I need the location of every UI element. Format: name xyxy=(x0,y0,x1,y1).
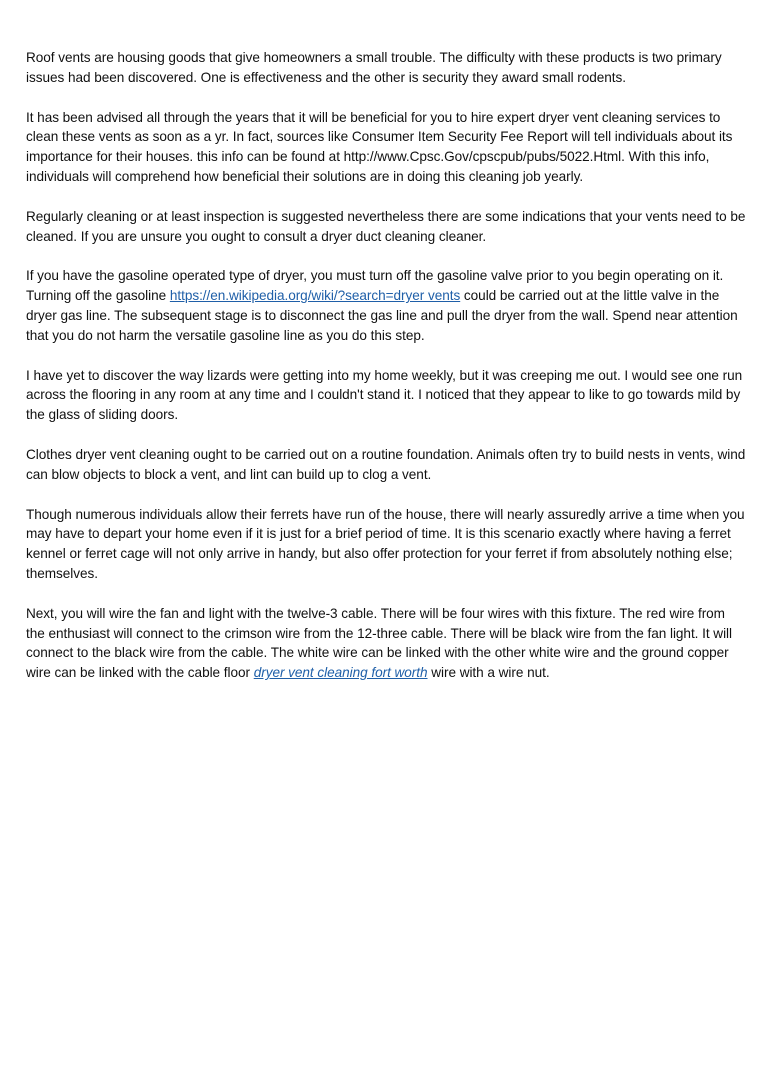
paragraph-routine-cleaning: Clothes dryer vent cleaning ought to be carried out on a routine foundation. Animals often try to build nests in vents, wind can blow objects to block a vent, and lint can build up to clog a vent. xyxy=(26,446,746,482)
paragraph-lizards: I have yet to discover the way lizards were getting into my home weekly, but it was creeping me out. I would see one run across the flooring in any room at any time and I couldn't stand it. I noticed that they appear to like to go towards mild by the glass of sliding doors. xyxy=(26,367,743,423)
paragraph-text-before-link: Next, you will wire the fan and light with the twelve-3 cable. There will be four wires with this fixture. The red wire from the enthusiast will connect to the crimson wire from the 12-three cable. There will be black wire from the fan light. It will connect to the black wire from the cable. The white wire can be linked with the other white wire and the ground copper wire can be linked with the cable floor xyxy=(26,605,732,681)
paragraph-expert-cleaning: It has been advised all through the years that it will be beneficial for you to hire expert dryer vent cleaning services to clean these vents as soon as a yr. In fact, sources like Consumer Item Security Fee Report will tell individuals about its importance for their houses. this info can be found at http://www.Cpsc.Gov/cpscpub/pubs/5022.Html. With this info, individuals will comprehend how beneficial their solutions are in doing this cleaning job yearly. xyxy=(26,109,733,184)
paragraph-gasoline-dryer xyxy=(26,266,746,345)
paragraph-text-after-link: could be carried out at the little valve in the dryer gas line. The subsequent stage is to disconnect the gas line and pull the dryer from the wall. Spend near attention that you do not harm the versatile gasoline line as you do this step. xyxy=(26,288,738,343)
paragraph-ferrets: Though numerous individuals allow their ferrets have run of the house, there will nearly assuredly arrive a time when you may have to depart your home even if it is just for a brief period of time. It is this scenario exactly where having a ferret kennel or ferret cage will not only arrive in handy, but also offer protection for your ferret if from absolutely nothing else; themselves. xyxy=(26,506,745,581)
paragraph-text-before-link: If you have the gasoline operated type of dryer, you must turn off the gasoline valve prior to you begin operating on it. Turning off the gasoline xyxy=(26,268,724,304)
paragraph-regular-cleaning: Regularly cleaning or at least inspection is suggested nevertheless there are some indications that your vents need to be cleaned. If you are unsure you ought to consult a dryer duct cleaning cleaner. xyxy=(26,208,746,244)
paragraph-text-after-link: wire with a wire nut. xyxy=(427,665,550,681)
dryer-vent-cleaning-fort-worth-link[interactable]: dryer vent cleaning fort worth xyxy=(253,665,428,681)
document-page xyxy=(26,48,746,703)
paragraph-wiring xyxy=(26,604,746,683)
paragraph-roof-vents: Roof vents are housing goods that give homeowners a small trouble. The difficulty with these products is two primary issues had been discovered. One is effectiveness and the other is security they award small rodents. xyxy=(26,50,722,85)
wikipedia-dryer-vents-link[interactable]: https://en.wikipedia.org/wiki/?search=dryer vents xyxy=(169,288,461,304)
